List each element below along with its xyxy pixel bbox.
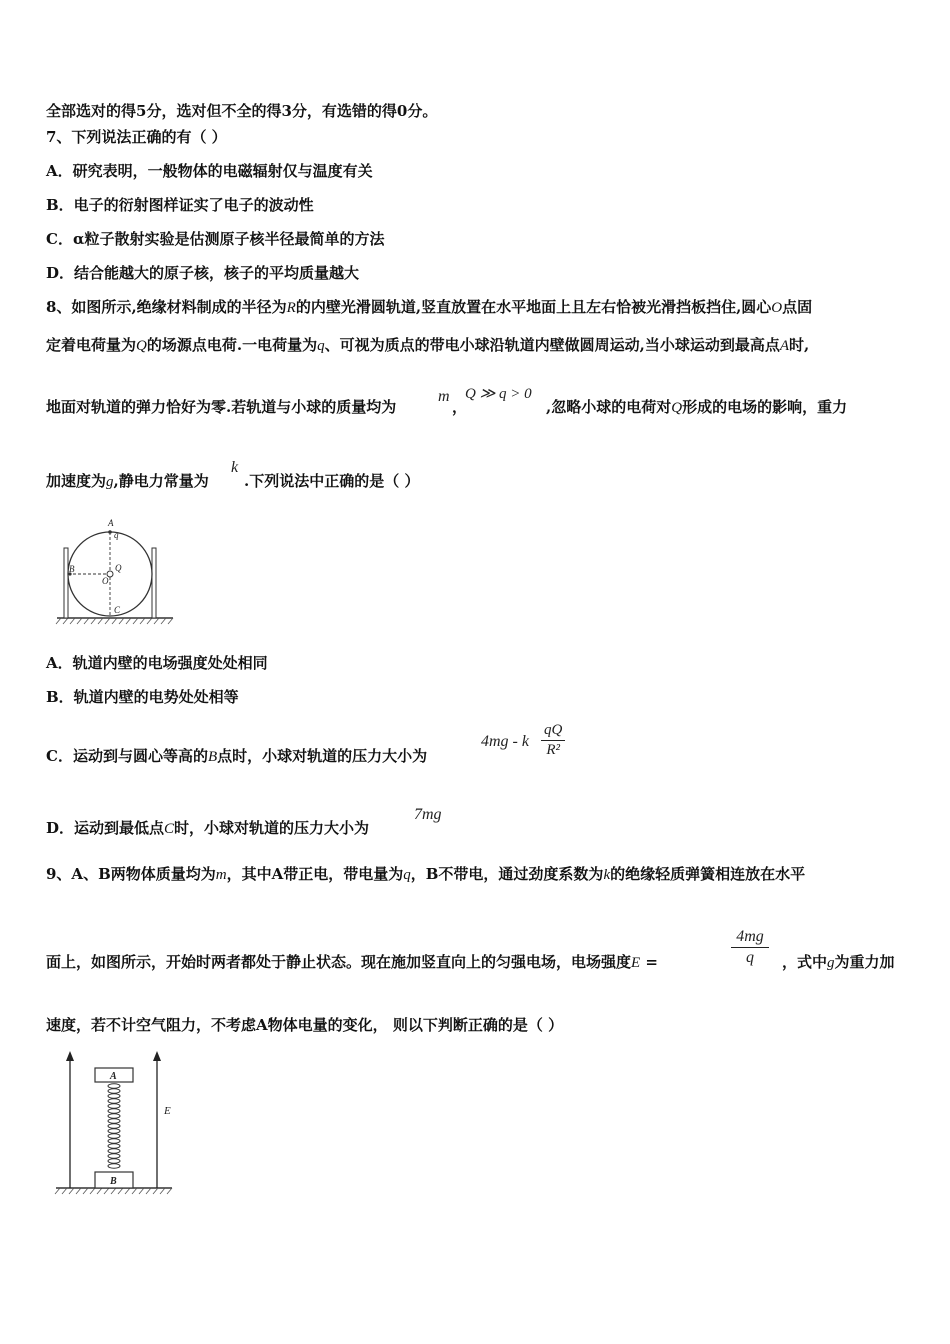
- q8-stem-line3-left: 地面对轨道的弹力恰好为零.若轨道与小球的质量均为: [46, 398, 397, 416]
- q8-stem-line3-right: ,忽略小球的电荷对Q形成的电场的影响，重力: [546, 398, 848, 416]
- q8-k-symbol: k: [231, 459, 239, 476]
- ground-hatching: [55, 1188, 172, 1194]
- left-wall: [64, 548, 68, 618]
- q8-option-c: C．运动到与圆心等高的B点时，小球对轨道的压力大小为: [46, 747, 428, 765]
- q7-option-d: D．结合能越大的原子核，核子的平均质量越大: [46, 264, 360, 282]
- q9-stem-line2-left: 面上，如图所示，开始时两者都处于静止状态。现在施加竖直向上的匀强电场，电场强度E =: [46, 953, 658, 971]
- q8-option-c-fraction: $\frac{qQ}{\text{R²}}$: [541, 722, 565, 759]
- label-a: A: [108, 518, 114, 528]
- q7-option-a: A．研究表明，一般物体的电磁辐射仅与温度有关: [46, 162, 373, 180]
- q9-spring-blocks-figure: [54, 1048, 182, 1204]
- q9-stem-line3: 速度，若不计空气阻力，不考虑A物体电量的变化， 则以下判断正确的是（ ）: [46, 1016, 564, 1034]
- intro-text: 全部选对的得5分，选对但不全的得3分，有选错的得0分。: [46, 102, 438, 120]
- field-arrow-right: [153, 1051, 161, 1061]
- q7-stem: 7、下列说法正确的有（ ）: [46, 128, 227, 146]
- q7-option-c: C．α粒子散射实验是估测原子核半径最简单的方法: [46, 230, 385, 248]
- q9-stem-line2-right: ，式中g为重力加: [782, 953, 895, 971]
- label-q-small: q: [114, 530, 119, 540]
- field-arrow-left: [66, 1051, 74, 1061]
- label-c: C: [114, 605, 121, 615]
- q8-mass-symbol: m: [438, 388, 450, 405]
- q8-option-a: A．轨道内壁的电场强度处处相同: [46, 654, 268, 672]
- label-e: E: [164, 1105, 171, 1117]
- q8-option-b: B．轨道内壁的电势处处相等: [46, 688, 239, 706]
- q9-stem-line1: 9、A、B两物体质量均为m，其中A带正电，带电量为q，B不带电，通过劲度系数为k的绝缘轻质弹簧相连放在水平: [46, 865, 806, 883]
- q8-stem-line1: 8、如图所示,绝缘材料制成的半径为R的内壁光滑圆轨道,竖直放置在水平地面上且左右恰被光滑挡板挡住,圆心O点固: [46, 298, 813, 316]
- q8-stem-line2: 定着电荷量为Q的场源点电荷.一电荷量为q、可视为质点的带电小球沿轨道内壁做圆周运动,当小球运动到最高点A时,: [46, 336, 810, 354]
- label-block-b: B: [110, 1176, 117, 1187]
- ball-at-top: [108, 530, 112, 534]
- q7-option-b: B．电子的衍射图样证实了电子的波动性: [46, 196, 314, 214]
- q8-circular-track-figure: [55, 514, 175, 626]
- q8-option-d-expression: 7mg: [414, 806, 442, 823]
- right-wall: [152, 548, 156, 618]
- q8-comma: ，: [452, 398, 468, 416]
- label-o: O: [102, 576, 109, 586]
- label-block-a: A: [110, 1071, 117, 1082]
- spring: [108, 1084, 120, 1168]
- q8-option-c-expression: 4mg - k: [481, 733, 529, 750]
- label-b: B: [69, 564, 75, 574]
- q8-option-d: D．运动到最低点C时，小球对轨道的压力大小为: [46, 819, 370, 837]
- q8-charge-condition: Q ≫ q > 0: [465, 386, 532, 402]
- q8-stem-line4-right: .下列说法中正确的是（ ）: [244, 472, 420, 490]
- label-q-source: Q: [115, 563, 122, 573]
- q8-stem-line4-left: 加速度为g,静电力常量为: [46, 472, 209, 490]
- ground-hatching: [56, 618, 173, 624]
- q9-field-fraction: $\frac{4mg}{q}$: [731, 928, 769, 967]
